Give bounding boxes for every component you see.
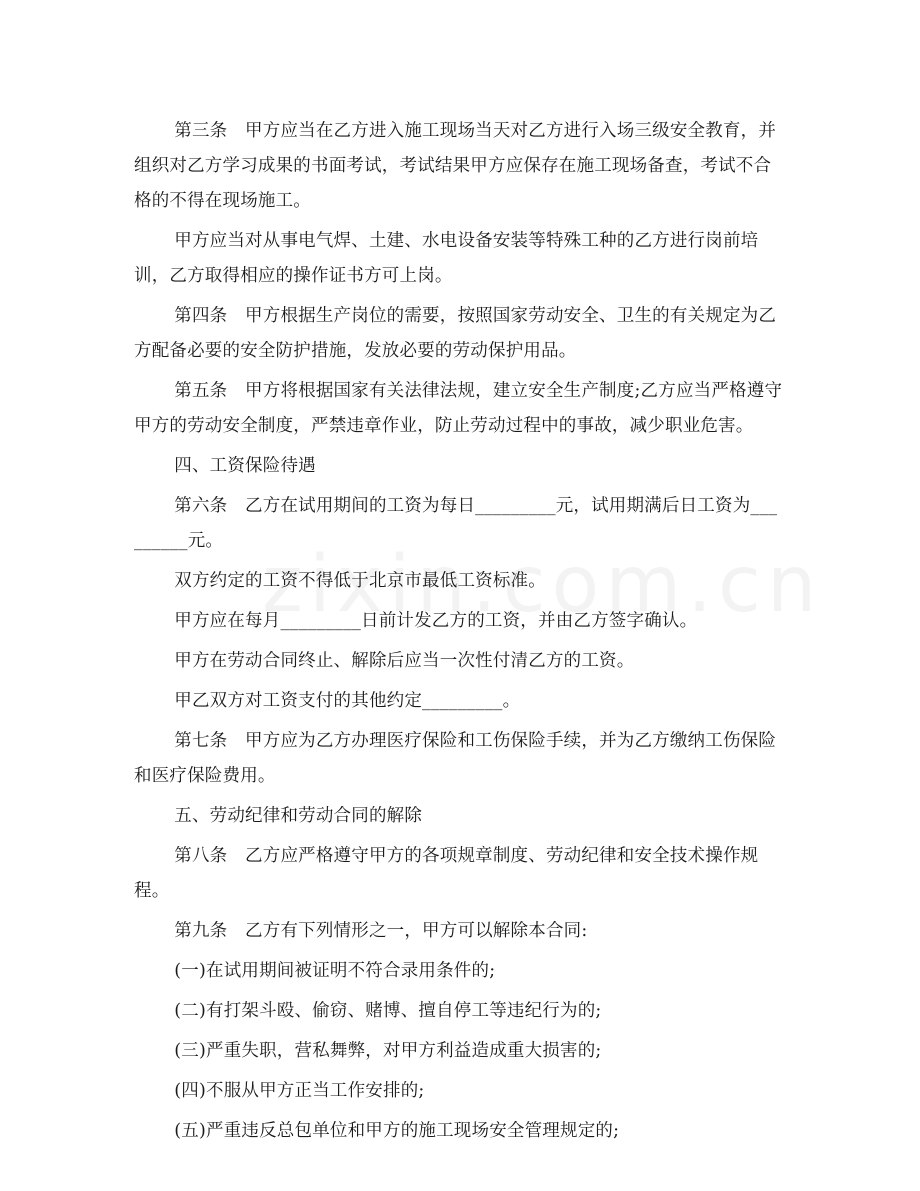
list-item-3: (三)严重失职，营私舞弊，对甲方利益造成重大损害的; bbox=[174, 1041, 602, 1061]
other-wage-agreement-paragraph: 甲乙双方对工资支付的其他约定_________。 bbox=[174, 691, 521, 711]
list-item-2: (二)有打架斗殴、偷窃、赌博、擅自停工等违纪行为的; bbox=[174, 1001, 602, 1021]
article-6-paragraph: 第六条 乙方在试用期间的工资为每日_________元，试用期满后日工资为_________元。 bbox=[134, 496, 778, 551]
section-5-heading: 五、劳动纪律和劳动合同的解除 bbox=[174, 806, 423, 826]
article-3-paragraph: 第三条 甲方应当在乙方进入施工现场当天对乙方进行入场三级安全教育，并组织对乙方学习成果的书面考试，考试结果甲方应保存在施工现场备查，考试不合格的不得在现场施工。 bbox=[134, 121, 777, 211]
article-3-training-paragraph: 甲方应当对从事电气焊、土建、水电设备安装等特殊工种的乙方进行岗前培训，乙方取得相应的操作证书方可上岗。 bbox=[134, 231, 759, 286]
final-pay-paragraph: 甲方在劳动合同终止、解除后应当一次性付清乙方的工资。 bbox=[174, 651, 635, 671]
article-7-paragraph: 第七条 甲方应为乙方办理医疗保险和工伤保险手续，并为乙方缴纳工伤保险和医疗保险费用。 bbox=[134, 731, 777, 786]
document-page bbox=[134, 114, 786, 1154]
article-5-paragraph: 第五条 甲方将根据国家有关法律法规，建立安全生产制度;乙方应当严格遵守甲方的劳动安全制度，严禁违章作业，防止劳动过程中的事故，减少职业危害。 bbox=[134, 381, 783, 436]
minimum-wage-paragraph: 双方约定的工资不得低于北京市最低工资标准。 bbox=[174, 571, 546, 591]
list-item-4: (四)不服从甲方正当工作安排的; bbox=[174, 1081, 425, 1101]
pay-date-paragraph: 甲方应在每月_________日前计发乙方的工资，并由乙方签字确认。 bbox=[174, 611, 698, 631]
list-item-5: (五)严重违反总包单位和甲方的施工现场安全管理规定的; bbox=[174, 1121, 620, 1141]
article-4-paragraph: 第四条 甲方根据生产岗位的需要，按照国家劳动安全、卫生的有关规定为乙方配备必要的安全防护措施，发放必要的劳动保护用品。 bbox=[134, 306, 777, 361]
article-9-paragraph: 第九条 乙方有下列情形之一，甲方可以解除本合同: bbox=[174, 921, 588, 941]
list-item-1: (一)在试用期间被证明不符合录用条件的; bbox=[174, 961, 496, 981]
section-4-heading: 四、工资保险待遇 bbox=[174, 456, 316, 476]
article-8-paragraph: 第八条 乙方应严格遵守甲方的各项规章制度、劳动纪律和安全技术操作规程。 bbox=[134, 846, 759, 901]
